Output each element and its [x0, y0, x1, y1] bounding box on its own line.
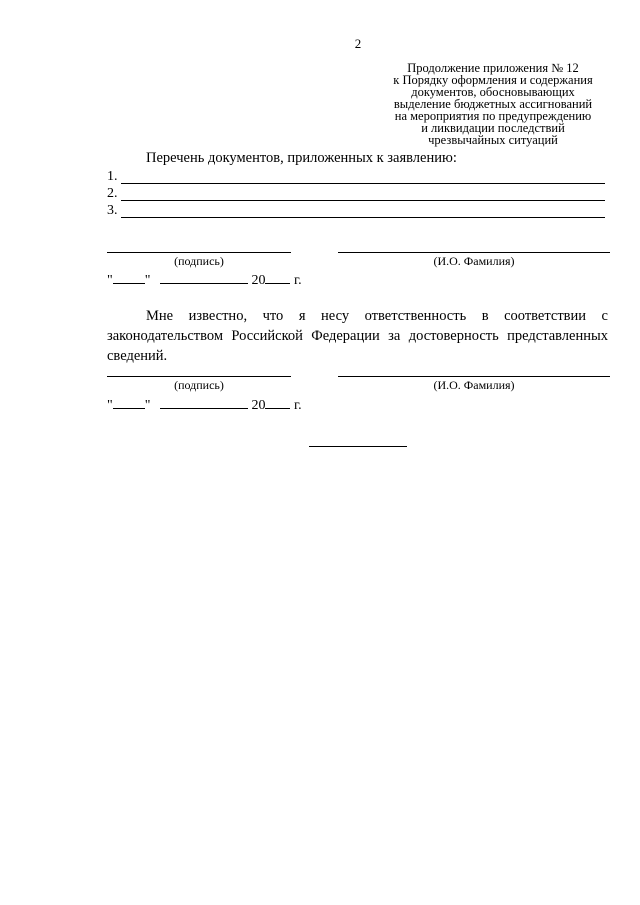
- list-item-blank-line[interactable]: [121, 205, 606, 218]
- list-item-blank-line[interactable]: [121, 171, 606, 184]
- date-close-quote: ": [144, 398, 151, 413]
- name-line[interactable]: [338, 376, 610, 377]
- signature-caption: (подпись): [174, 378, 224, 392]
- year-prefix: 20: [251, 398, 266, 413]
- day-blank[interactable]: [113, 398, 145, 409]
- appendix-line: к Порядку оформления и содержания: [393, 73, 593, 87]
- signature-line[interactable]: [107, 252, 291, 253]
- appendix-line: и ликвидации последствий: [421, 121, 565, 135]
- date-row: [107, 273, 302, 289]
- date-open-quote: ": [107, 398, 113, 413]
- list-item-number: 3.: [107, 203, 118, 218]
- appendix-line: чрезвычайных ситуаций: [428, 133, 558, 147]
- appendix-header: [378, 62, 608, 146]
- date-close-quote: ": [144, 273, 151, 288]
- document-list-title: Перечень документов, приложенных к заявлению:: [146, 150, 457, 166]
- list-item-blank-line[interactable]: [121, 188, 606, 201]
- document-list-item: [107, 185, 605, 201]
- day-blank[interactable]: [113, 273, 145, 284]
- year-suffix: г.: [293, 273, 302, 288]
- year-blank[interactable]: [265, 398, 290, 409]
- appendix-line: выделение бюджетных ассигнований: [393, 97, 593, 111]
- name-caption: (И.О. Фамилия): [433, 378, 515, 392]
- signature-line[interactable]: [107, 376, 291, 377]
- end-separator-line: [309, 446, 407, 447]
- signature-caption: (подпись): [174, 254, 224, 268]
- month-blank[interactable]: [160, 273, 248, 284]
- appendix-line: документов, обосновывающих: [411, 85, 575, 99]
- year-suffix: г.: [293, 398, 302, 413]
- year-blank[interactable]: [265, 273, 290, 284]
- page-number: 2: [354, 36, 362, 51]
- month-blank[interactable]: [160, 398, 248, 409]
- appendix-line: Продолжение приложения № 12: [407, 61, 579, 75]
- date-row: [107, 398, 302, 414]
- appendix-line: на мероприятия по предупреждению: [394, 109, 592, 123]
- date-open-quote: ": [107, 273, 113, 288]
- liability-statement: Мне известно, что я несу ответственность в соответствии с законодательством Российской Федерации за достоверность представленных сведений.: [107, 308, 608, 364]
- list-item-number: 2.: [107, 186, 118, 201]
- list-item-number: 1.: [107, 169, 118, 184]
- document-list-item: [107, 202, 605, 218]
- name-caption: (И.О. Фамилия): [433, 254, 515, 268]
- document-list-item: [107, 168, 605, 184]
- name-line[interactable]: [338, 252, 610, 253]
- year-prefix: 20: [251, 273, 266, 288]
